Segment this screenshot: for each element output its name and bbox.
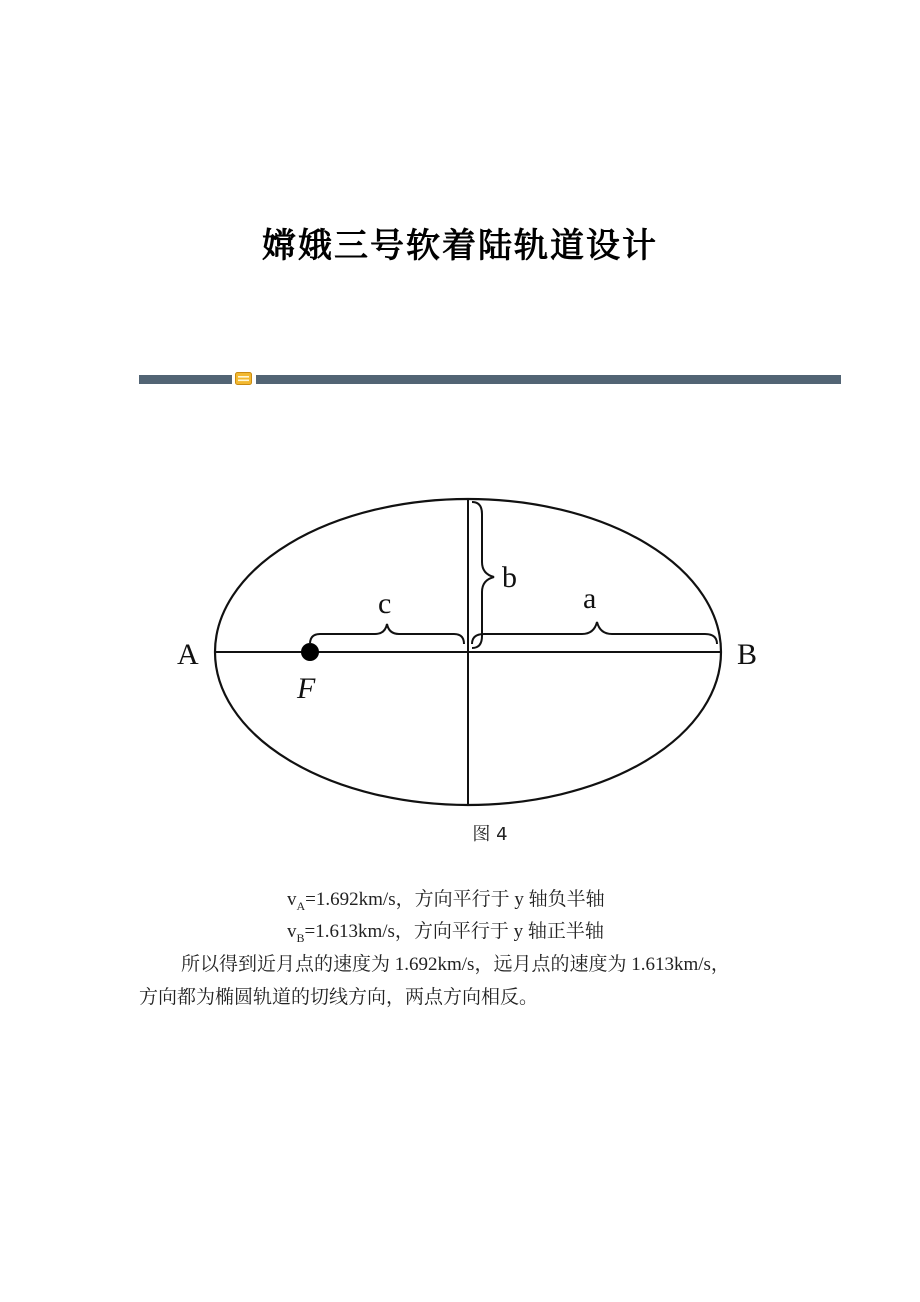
label-b-point: B [737, 638, 758, 671]
header-rule-left [139, 375, 232, 384]
velocity-a-line: $v_A=1.692km/s$，方向平行于 y 轴负半轴 [287, 889, 605, 913]
brace-c [310, 624, 464, 644]
ellipse-diagram [139, 470, 841, 815]
label-a-point: A [177, 638, 199, 671]
figure [139, 470, 841, 1025]
label-semi-minor: b [502, 561, 517, 594]
focus-point [301, 643, 319, 661]
velocity-b-line: $v_B=1.613km/s$，方向平行于 y 轴正半轴 [287, 921, 604, 945]
brace-b [472, 502, 494, 648]
brace-a [472, 622, 717, 644]
figure-caption: 图 4 [472, 824, 508, 845]
header-rule-right [256, 375, 841, 384]
label-focus: F [297, 672, 316, 705]
label-semi-major: a [583, 582, 597, 615]
document-icon [235, 372, 252, 385]
paragraph-line-2: 方向都为椭圆轨道的切线方向，两点方向相反。 [139, 987, 539, 1008]
paragraph-line-1: 所以得到近月点的速度为 1.692km/s，远月点的速度为 1.613km/s， [181, 954, 730, 975]
document-title: 嫦娥三号软着陆轨道设计 [262, 226, 658, 266]
label-focal-distance: c [378, 587, 392, 620]
